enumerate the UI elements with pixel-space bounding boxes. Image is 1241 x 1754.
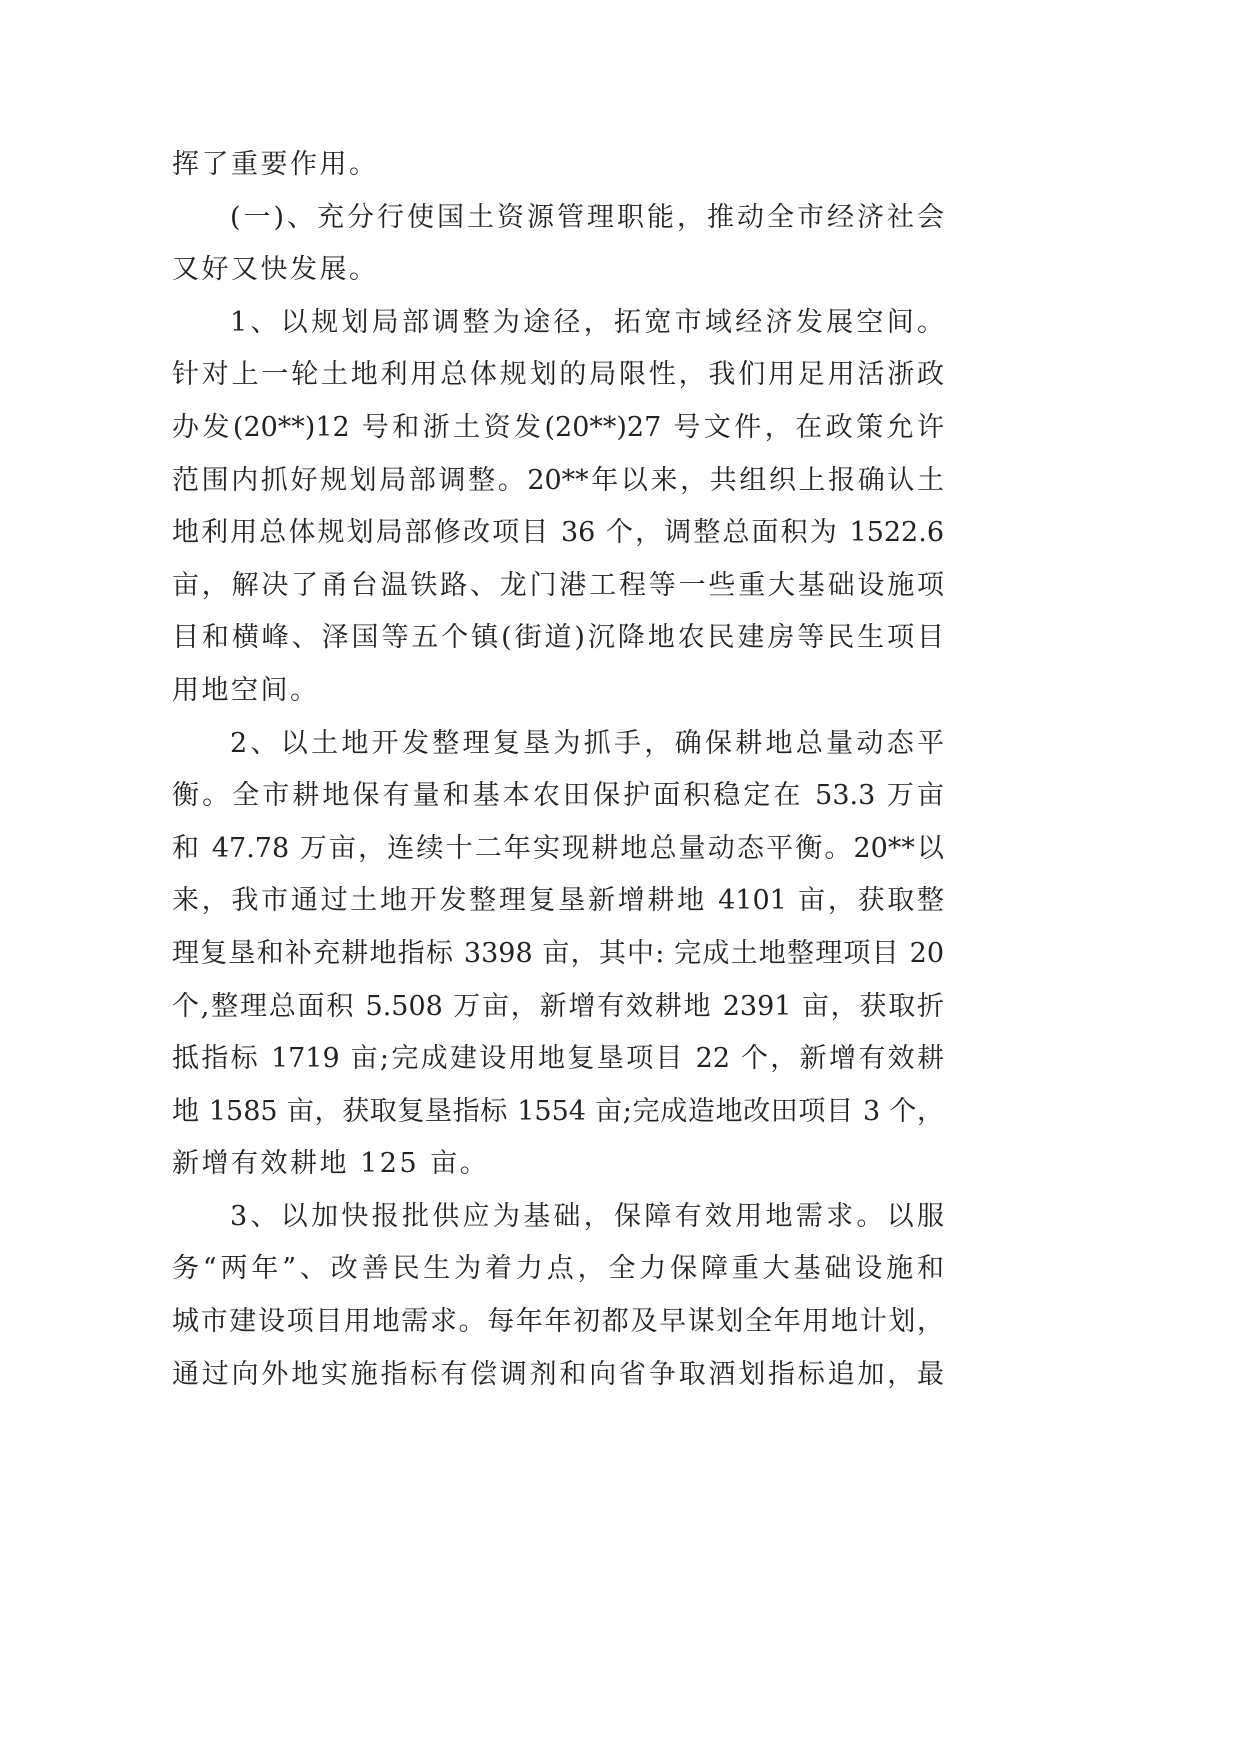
- text-line: 个,整理总面积 5.508 万亩，新增有效耕地 2391 亩，获取折: [172, 990, 944, 1022]
- text-line: 2、以土地开发整理复垦为抓手，确保耕地总量动态平: [230, 727, 944, 759]
- text-line: 城市建设项目用地需求。每年年初都及早谋划全年用地计划，: [172, 1306, 944, 1338]
- text-line: 地利用总体规划局部修改项目 36 个，调整总面积为 1522.6: [172, 517, 944, 549]
- text-line: 抵指标 1719 亩;完成建设用地复垦项目 22 个，新增有效耕: [172, 1043, 944, 1075]
- paragraph-item-1: [172, 297, 944, 718]
- text-line: 针对上一轮土地利用总体规划的局限性，我们用足用活浙政: [172, 359, 944, 391]
- text-line: 务“两年”、改善民生为着力点，全力保障重大基础设施和: [172, 1253, 944, 1285]
- text-line: 3、以加快报批供应为基础，保障有效用地需求。以服: [230, 1200, 944, 1232]
- text-line: 办发(20**)12 号和浙土资发(20**)27 号文件，在政策允许: [172, 411, 944, 443]
- paragraph-continuation: [172, 139, 944, 192]
- text-line: 衡。全市耕地保有量和基本农田保护面积稳定在 53.3 万亩: [172, 780, 944, 812]
- body-text: [172, 139, 944, 1401]
- section-heading: [172, 192, 944, 297]
- text-line: 用地空间。: [172, 674, 320, 706]
- text-line: 目和横峰、泽国等五个镇(街道)沉降地农民建房等民生项目: [172, 622, 944, 654]
- paragraph-item-2: [172, 718, 944, 1191]
- text-line: (一)、充分行使国土资源管理职能，推动全市经济社会: [230, 201, 944, 233]
- text-line: 1、以规划局部调整为途径，拓宽市域经济发展空间。: [230, 306, 944, 338]
- text-line: 和 47.78 万亩，连续十二年实现耕地总量动态平衡。20**以: [172, 832, 944, 864]
- text-line: 新增有效耕地 125 亩。: [172, 1148, 490, 1180]
- text-line: 通过向外地实施指标有偿调剂和向省争取酒划指标追加，最: [172, 1358, 944, 1390]
- text-line: 又好又快发展。: [172, 254, 379, 286]
- text-line: 理复垦和补充耕地指标 3398 亩，其中: 完成土地整理项目 20: [172, 937, 944, 969]
- text-line: 地 1585 亩，获取复垦指标 1554 亩;完成造地改田项目 3 个，: [172, 1095, 944, 1127]
- text-line: 范围内抓好规划局部调整。20**年以来，共组织上报确认土: [172, 464, 944, 496]
- text-line: 挥了重要作用。: [172, 149, 379, 180]
- text-line: 亩，解决了甬台温铁路、龙门港工程等一些重大基础设施项: [172, 569, 944, 601]
- text-line: 来，我市通过土地开发整理复垦新增耕地 4101 亩，获取整: [172, 885, 944, 917]
- paragraph-item-3: [172, 1191, 944, 1401]
